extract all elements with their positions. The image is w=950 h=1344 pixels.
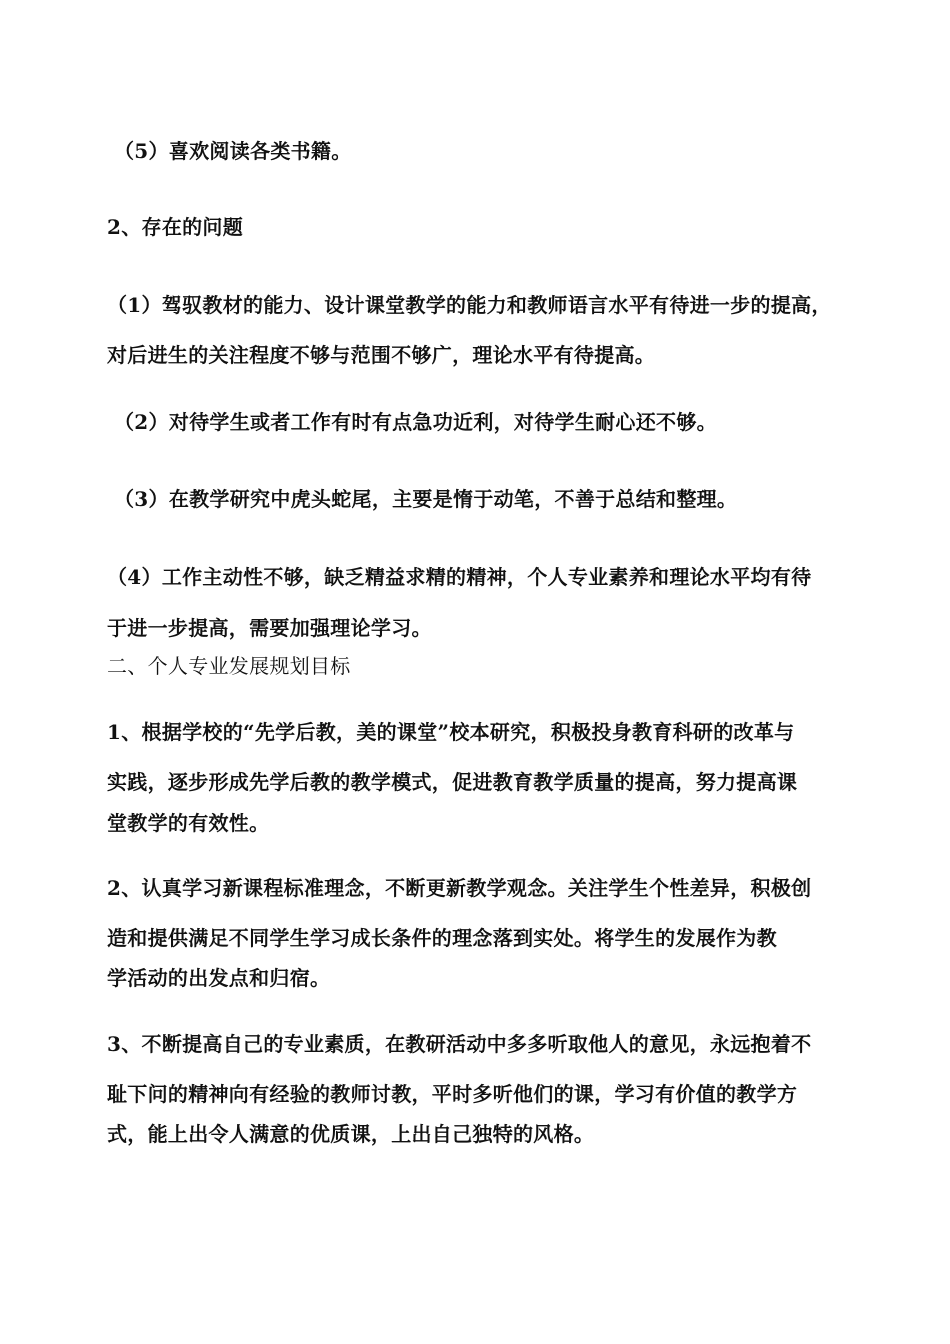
goal-3-line-2: 耻下问的精神向有经验的教师讨教，平时多听他们的课，学习有价值的教学方 [107, 1082, 798, 1106]
goal-1-line-3: 堂教学的有效性。 [107, 811, 270, 835]
problem-4-line-1: （4）工作主动性不够，缺乏精益求精的精神，个人专业素养和理论水平均有待 [107, 565, 812, 589]
goal-3-line-1: 3、不断提高自己的专业素质，在教研活动中多多听取他人的意见，永远抱着不 [107, 1032, 812, 1056]
goal-2-line-2: 造和提供满足不同学生学习成长条件的理念落到实处。将学生的发展作为教 [107, 926, 777, 950]
goal-3-line-3: 式，能上出令人满意的优质课，上出自己独特的风格。 [107, 1122, 595, 1146]
goal-2-line-3: 学活动的出发点和归宿。 [107, 966, 331, 990]
goal-2-line-1: 2、认真学习新课程标准理念，不断更新教学观念。关注学生个性差异，积极创 [107, 876, 812, 900]
goal-1-line-2: 实践，逐步形成先学后教的教学模式，促进教育教学质量的提高，努力提高课 [107, 770, 798, 794]
problem-1-line-2: 对后进生的关注程度不够与范围不够广，理论水平有待提高。 [107, 343, 656, 367]
section-heading-problems: 2、存在的问题 [107, 215, 244, 239]
section-heading-goals: 二、个人专业发展规划目标 [107, 654, 351, 678]
problem-2: （2）对待学生或者工作有时有点急功近利，对待学生耐心还不够。 [114, 410, 717, 434]
goal-1-line-1: 1、根据学校的“先学后教，美的课堂”校本研究，积极投身教育科研的改革与 [107, 720, 795, 744]
problem-1-line-1: （1）驾驭教材的能力、设计课堂教学的能力和教师语言水平有待进一步的提高， [107, 293, 832, 317]
problem-3: （3）在教学研究中虎头蛇尾，主要是惰于动笔，不善于总结和整理。 [114, 487, 738, 511]
list-item-5-hobby: （5）喜欢阅读各类书籍。 [114, 139, 352, 163]
problem-4-line-2: 于进一步提高，需要加强理论学习。 [107, 616, 432, 640]
